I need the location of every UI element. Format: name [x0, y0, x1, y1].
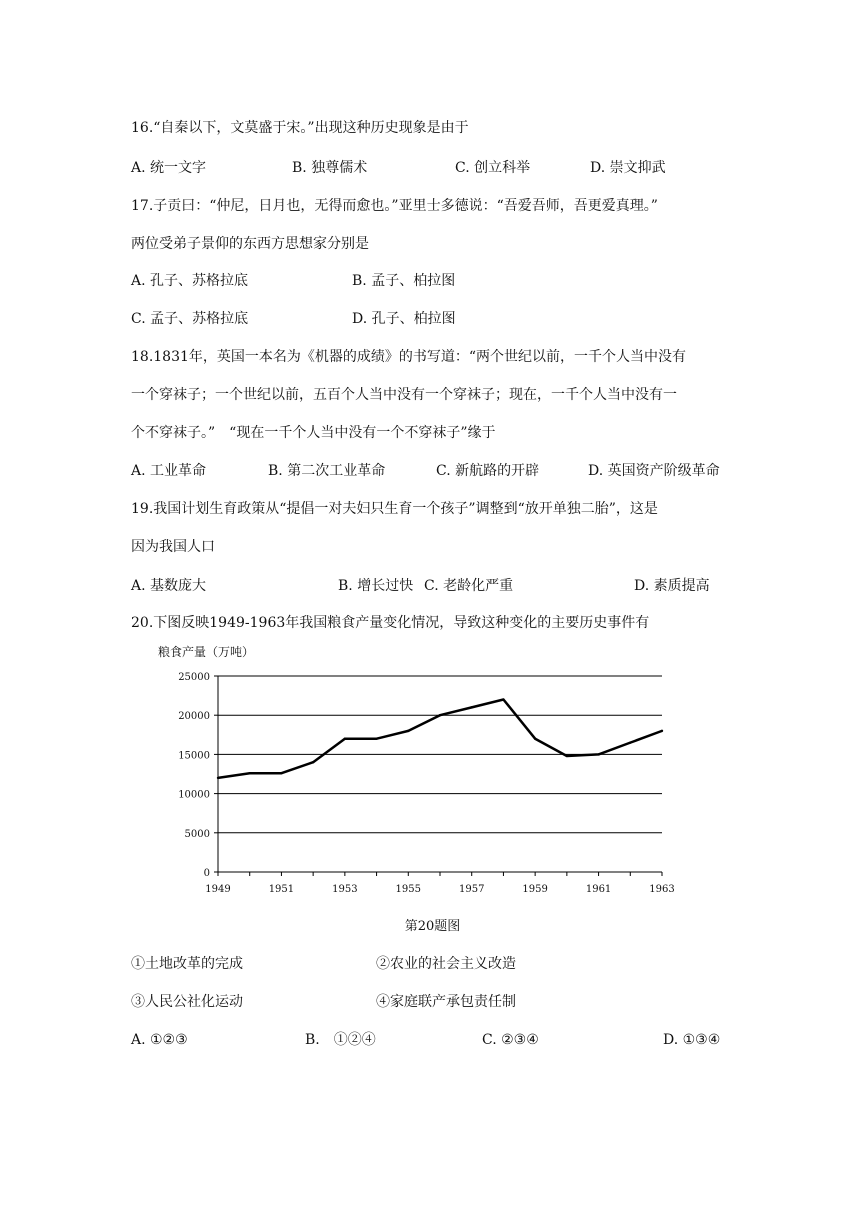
q20-event-2: ②农业的社会主义改造 [376, 956, 516, 972]
data-point-1950 [249, 772, 251, 774]
data-point-1952 [312, 761, 314, 763]
series-line [218, 700, 662, 778]
y-tick-label-5000: 5000 [184, 828, 210, 840]
x-tick-label-1949: 1949 [205, 884, 231, 895]
q16-option-d: D. 崇文抑武 [590, 160, 666, 176]
q17-option-a: A. 孔子、苏格拉底 [131, 273, 249, 289]
q17-option-b: B. 孟子、柏拉图 [352, 273, 456, 289]
data-point-1959 [534, 738, 536, 740]
q18-stem-line3: 个不穿袜子。” “现在一千个人当中没有一个不穿袜子”缘于 [131, 425, 496, 441]
q17-option-d: D. 孔子、柏拉图 [352, 311, 456, 327]
q20-option-a: A. ①②③ [131, 1032, 188, 1048]
data-point-1963 [661, 730, 663, 732]
x-tick-label-1959: 1959 [522, 884, 548, 895]
y-tick-label-10000: 10000 [178, 789, 210, 801]
chart-svg [150, 640, 690, 900]
x-tick-label-1961: 1961 [585, 884, 612, 895]
x-tick-label-1963: 1963 [649, 884, 675, 895]
q18-option-b: B. 第二次工业革命 [268, 463, 386, 479]
q18-stem-line1: 18.1831年，英国一本名为《机器的成绩》的书写道：“两个世纪以前，一千个人当中没有 [131, 349, 687, 365]
data-point-1951 [280, 772, 282, 774]
q16-stem: 16.“自秦以下，文莫盛于宋。”出现这种历史现象是由于 [131, 120, 469, 136]
q18-option-d: D. 英国资产阶级革命 [588, 463, 720, 479]
q19-option-b: B. 增长过快 [338, 578, 414, 594]
x-tick-label-1957: 1957 [458, 884, 485, 895]
y-tick-label-15000: 15000 [178, 750, 210, 762]
q20-stem: 20.下图反映1949-1963年我国粮食产量变化情况，导致这种变化的主要历史事件有 [131, 615, 650, 631]
x-tick-label-1955: 1955 [395, 884, 422, 895]
q18-option-c: C. 新航路的开辟 [436, 463, 540, 479]
y-tick-label-0: 0 [203, 868, 210, 879]
chart-caption: 第20题图 [404, 919, 461, 934]
q20-event-3: ③人民公社化运动 [131, 994, 243, 1010]
q20-option-d: D. ①③④ [663, 1032, 721, 1048]
y-tick-label-20000: 20000 [178, 711, 210, 723]
q17-stem-line1: 17.子贡曰：“仲尼，日月也，无得而愈也。”亚里士多德说：“吾爱吾师，吾更爱真理。” [131, 198, 658, 214]
x-tick-label-1951: 1951 [268, 884, 295, 895]
data-point-1960 [566, 755, 568, 757]
data-point-1949 [217, 777, 219, 779]
data-point-1956 [439, 714, 441, 716]
data-point-1962 [629, 741, 631, 743]
q19-option-c: C. 老龄化严重 [424, 578, 514, 594]
q17-option-c: C. 孟子、苏格拉底 [131, 311, 249, 327]
q19-option-a: A. 基数庞大 [131, 578, 207, 594]
data-point-1957 [471, 706, 473, 708]
data-point-1955 [407, 730, 409, 732]
q19-option-d: D. 素质提高 [634, 578, 710, 594]
y-axis-label: 粮食产量（万吨） [158, 645, 255, 659]
data-point-1958 [502, 698, 504, 700]
x-tick-label-1953: 1953 [332, 884, 358, 895]
q20-option-b: B. ①②④ [305, 1032, 376, 1048]
data-point-1961 [597, 753, 599, 755]
q20-option-c: C. ②③④ [482, 1032, 539, 1048]
q20-event-1: ①土地改革的完成 [131, 956, 243, 972]
q19-stem-line1: 19.我国计划生育政策从“提倡一对夫妇只生育一个孩子”调整到“放开单独二胎”，这是 [131, 501, 658, 517]
q16-option-c: C. 创立科举 [455, 160, 531, 176]
q16-option-b: B. 独尊儒术 [292, 160, 368, 176]
q18-option-a: A. 工业革命 [131, 463, 207, 479]
y-tick-label-25000: 25000 [178, 672, 210, 683]
grain-output-chart [150, 640, 690, 900]
data-point-1953 [344, 738, 346, 740]
q16-option-a: A. 统一文字 [131, 160, 207, 176]
q20-event-4: ④家庭联产承包责任制 [376, 994, 516, 1010]
q18-stem-line2: 一个穿袜子；一个世纪以前，五百个人当中没有一个穿袜子；现在，一千个人当中没有一 [131, 387, 677, 403]
q17-stem-line2: 两位受弟子景仰的东西方思想家分别是 [131, 236, 369, 252]
data-point-1954 [375, 738, 377, 740]
q19-stem-line2: 因为我国人口 [131, 539, 215, 555]
